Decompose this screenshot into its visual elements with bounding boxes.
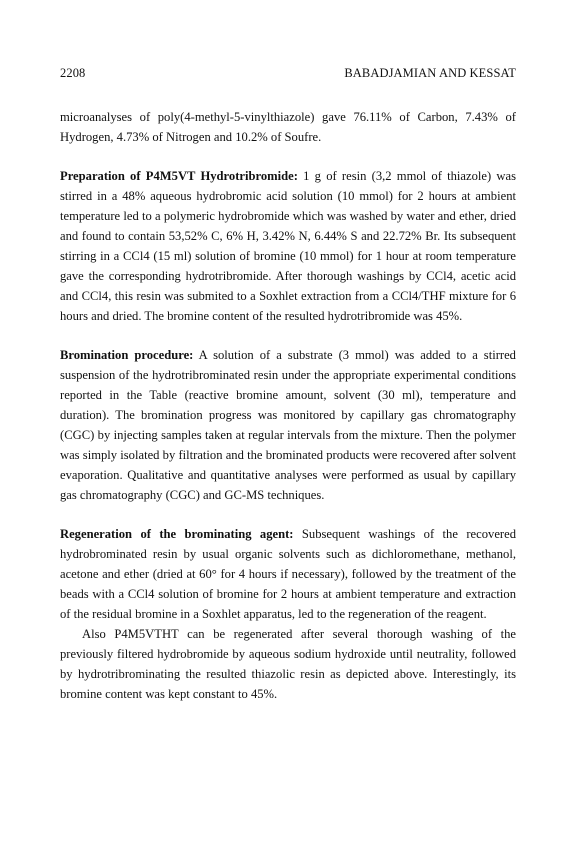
section-heading: Regeneration of the brominating agent: (60, 527, 294, 541)
running-title: BABADJAMIAN AND KESSAT (344, 66, 516, 80)
section-heading: Bromination procedure: (60, 348, 194, 362)
paragraph-text: 1 g of resin (3,2 mmol of thiazole) was stirred in a 48% aqueous hydrobromic acid solution (10 mmol) for 2 hours at ambient temperature led to a polymeric hydrobromide which was washed by water and ether, dried and found to contain 53,52% C, 6% H, 3.42% N, 6.44% S and 22.72% Br. Its subsequent stirring in a CCl4 (15 ml) solution of bromine (10 mmol) for 1 hour at room temperature gave the corresponding hydrotribromide. After thorough washings by CCl4, acetic acid and CCl4, this resin was submited to a Soxhlet extraction from a CCl4/THF mixture for 6 hours and dried. The bromine content of the resulted hydrotribromide was 45%. (60, 169, 516, 323)
paragraph-bromination (60, 345, 516, 505)
section-heading: Preparation of P4M5VT Hydrotribromide: (60, 169, 298, 183)
paragraph-text: A solution of a substrate (3 mmol) was added to a stirred suspension of the hydrotribrominated resin under the appropriate experimental conditions reported in the Table (reactive bromine amount, solvent (30 ml), temperature and duration). The bromination progress was monitored by capillary gas chromatography (CGC) by injecting samples taken at regular intervals from the mixture. Then the polymer was simply isolated by filtration and the brominated products were recovered after solvent evaporation. Qualitative and quantitative analyses were performed as usual by capillary gas chromatography (CGC) and GC-MS techniques. (60, 348, 516, 502)
page-number: 2208 (60, 66, 86, 80)
paragraph-regeneration (60, 524, 516, 624)
paragraph-text: Subsequent washings of the recovered hydrobrominated resin by usual organic solvents such as dichloromethane, methanol, acetone and ether (dried at 60° for 4 hours if necessary), followed by the treatment of the beads with a CCl4 solution of bromine for 2 hours at ambient temperature and extraction of the residual bromine in a Soxhlet apparatus, led to the regeneration of the reagent. (60, 527, 516, 621)
running-header (60, 66, 516, 81)
paragraph-microanalyses (60, 107, 516, 147)
paragraph-preparation (60, 166, 516, 326)
paragraph-text: microanalyses of poly(4-methyl-5-vinylthiazole) gave 76.11% of Carbon, 7.43% of Hydrogen, 4.73% of Nitrogen and 10.2% of Soufre. (60, 110, 516, 144)
paragraph-regeneration-continued (60, 624, 516, 704)
paragraph-text: Also P4M5VTHT can be regenerated after several thorough washing of the previously filtered hydrobromide by aqueous sodium hydroxide until neutrality, followed by hydrotribrominating the resulted thiazolic resin as depicted above. Interestingly, its bromine content was kept constant to 45%. (60, 627, 516, 701)
document-page (60, 66, 516, 723)
